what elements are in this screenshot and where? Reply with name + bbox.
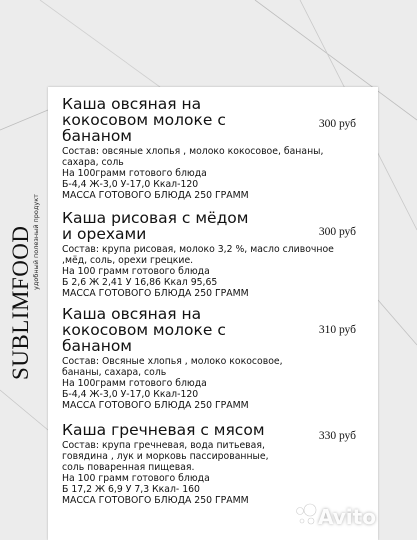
- menu-item: [62, 210, 362, 299]
- brand-tagline: удобный полезный продукт: [32, 194, 40, 290]
- desc-line: сахара, соль: [62, 157, 124, 168]
- title-line: бананом: [62, 337, 132, 355]
- menu-item-title: [62, 96, 362, 144]
- desc-line: Состав: овсяные хлопья , молоко кокосовое, бананы,: [62, 146, 324, 157]
- title-line: Каша овсяная на: [62, 95, 202, 113]
- menu-item-description: [62, 356, 362, 411]
- avito-logo-icon: [294, 502, 318, 528]
- title-line: Каша гречневая с мясом: [62, 421, 265, 439]
- desc-line: МАССА ГОТОВОГО БЛЮДА 250 ГРАММ: [62, 190, 249, 201]
- desc-line: Б 17,2 Ж 6,9 У 7,3 Ккал- 160: [62, 484, 200, 495]
- brand-block: [8, 150, 38, 380]
- desc-line: МАССА ГОТОВОГО БЛЮДА 250 ГРАММ: [62, 288, 249, 299]
- desc-line: Состав: крупа рисовая, молоко 3,2 %, масло сливочное: [62, 244, 334, 255]
- menu-item-description: [62, 146, 362, 201]
- menu-item-title: [62, 422, 362, 438]
- desc-line: бананы, сахара, соль: [62, 367, 167, 378]
- menu-item: [62, 306, 362, 411]
- menu-item-price: 330 руб: [318, 430, 356, 442]
- menu-item-description: [62, 244, 362, 299]
- menu-item-title: [62, 210, 362, 242]
- menu-item: [62, 96, 362, 201]
- desc-line: На 100 грамм готового блюда: [62, 266, 210, 277]
- desc-line: На 100грамм готового блюда: [62, 378, 207, 389]
- title-line: и орехами: [62, 225, 147, 243]
- desc-line: МАССА ГОТОВОГО БЛЮДА 250 ГРАММ: [62, 495, 249, 506]
- brand-name: SUBLIMFOOD: [8, 225, 33, 380]
- title-line: Каша овсяная на: [62, 305, 202, 323]
- desc-line: Б 2,6 Ж 2,41 У 16,86 Ккал 95,65: [62, 277, 218, 288]
- menu-item-title: [62, 306, 362, 354]
- desc-line: Б-4,4 Ж-3,0 У-17,0 Ккал-120: [62, 179, 199, 190]
- desc-line: ,мёд, соль, орехи грецкие.: [62, 255, 194, 266]
- menu-item-price: 310 руб: [318, 324, 356, 336]
- title-line: Каша рисовая с мёдом: [62, 209, 249, 227]
- title-line: бананом: [62, 127, 132, 145]
- desc-line: Состав: крупа гречневая, вода питьевая,: [62, 440, 265, 451]
- desc-line: Б-4,4 Ж-3,0 У-17,0 Ккал-120: [62, 389, 199, 400]
- menu-item-price: 300 руб: [318, 118, 356, 130]
- menu-item: [62, 422, 362, 506]
- desc-line: соль поваренная пищевая.: [62, 462, 195, 473]
- title-line: кокосовом молоке с: [62, 111, 226, 129]
- desc-line: говядина , лук и морковь пассированные,: [62, 451, 269, 462]
- desc-line: На 100грамм готового блюда: [62, 168, 207, 179]
- title-line: кокосовом молоке с: [62, 321, 226, 339]
- menu-item-description: [62, 440, 362, 506]
- menu-item-price: 300 руб: [318, 226, 356, 238]
- desc-line: Состав: Овсяные хлопья , молоко кокосовое,: [62, 356, 283, 367]
- avito-watermark: Avito: [318, 505, 376, 529]
- desc-line: На 100 грамм готового блюда: [62, 473, 210, 484]
- desc-line: МАССА ГОТОВОГО БЛЮДА 250 ГРАММ: [62, 400, 249, 411]
